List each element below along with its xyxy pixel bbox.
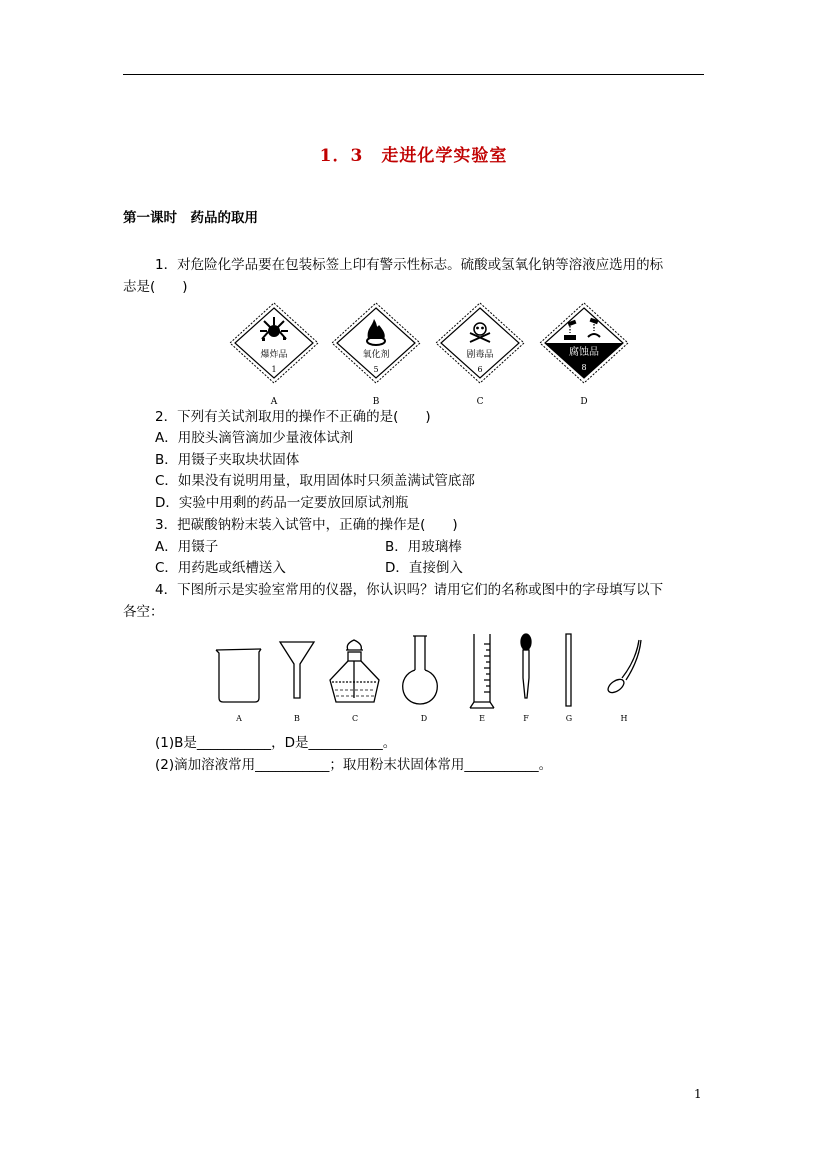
instrument-c-letter: C — [351, 714, 359, 723]
header-rule — [123, 74, 704, 75]
q3-option-a: A．用镊子 — [155, 539, 219, 555]
instrument-b-letter: B — [294, 714, 300, 723]
q1-stem-line2: 志是( ) — [123, 279, 188, 295]
q4-sub2: (2)滴加溶液常用___________；取用粉末状固体常用___________。 — [155, 757, 553, 773]
section-title: 第一课时 药品的取用 — [123, 210, 258, 226]
sign-a-letter: A — [270, 397, 278, 406]
funnel-icon — [280, 642, 314, 698]
sign-b-letter: B — [372, 397, 380, 406]
sign-b-label: 氧化剂 — [362, 350, 390, 360]
q2-option-c: C．如果没有说明用量，取用固体时只须盖满试管底部 — [155, 473, 475, 489]
q2-option-d: D．实验中用剩的药品一定要放回原试剂瓶 — [155, 495, 409, 511]
q4-stem-line1: 4．下图所示是实验室常用的仪器，你认识吗？请用它们的名称或图中的字母填写以下 — [155, 582, 664, 598]
instrument-h-letter: H — [620, 714, 628, 723]
q4-stem-line2: 各空： — [123, 604, 164, 620]
hazard-signs-figure — [228, 300, 638, 406]
q3-option-b: B．用玻璃棒 — [385, 539, 462, 555]
q4-sub1: (1)B是___________，D是___________。 — [155, 735, 397, 751]
sign-a-number: 1 — [271, 365, 277, 374]
dropper-icon — [521, 634, 531, 698]
q3-option-c: C．用药匙或纸槽送入 — [155, 560, 286, 576]
sign-d-letter: D — [580, 397, 588, 406]
beaker-icon — [216, 649, 261, 702]
sign-a-label: 爆炸品 — [260, 350, 288, 360]
q3-stem: 3．把碳酸钠粉末装入试管中，正确的操作是( ) — [155, 517, 458, 533]
glass-rod-icon — [566, 634, 571, 706]
hazard-sign-a — [230, 303, 318, 406]
medicine-spoon-icon — [606, 640, 641, 695]
q1-stem-line1: 1．对危险化学品要在包装标签上印有警示性标志。硫酸或氢氧化钠等溶液应选用的标 — [155, 257, 664, 273]
sign-d-label: 腐蚀品 — [569, 347, 599, 358]
sign-b-number: 5 — [373, 365, 379, 374]
instrument-g-letter: G — [565, 714, 573, 723]
q2-option-b: B．用镊子夹取块状固体 — [155, 452, 300, 468]
hazard-sign-d — [540, 303, 628, 406]
page-number: 1 — [694, 1087, 702, 1101]
sign-c-number: 6 — [477, 365, 483, 374]
sign-c-label: 剧毒品 — [466, 350, 494, 360]
hazard-sign-c — [436, 303, 524, 406]
q2-stem: 2．下列有关试剂取用的操作不正确的是( ) — [155, 409, 431, 425]
instrument-d-letter: D — [420, 714, 428, 723]
instrument-f-letter: F — [523, 714, 529, 723]
instrument-a-letter: A — [236, 714, 242, 723]
sign-c-letter: C — [476, 397, 484, 406]
lab-instruments-figure — [208, 630, 658, 726]
sign-d-number: 8 — [581, 363, 587, 372]
graduated-cylinder-icon — [470, 634, 494, 708]
page-title: 1．3 走进化学实验室 — [319, 146, 508, 166]
q2-option-a: A．用胶头滴管滴加少量液体试剂 — [155, 430, 354, 446]
round-bottom-flask-icon — [403, 636, 438, 704]
alcohol-lamp-icon — [330, 640, 379, 702]
instrument-e-letter: E — [479, 714, 485, 723]
q3-option-d: D．直接倒入 — [385, 560, 463, 576]
hazard-sign-b — [332, 303, 420, 406]
